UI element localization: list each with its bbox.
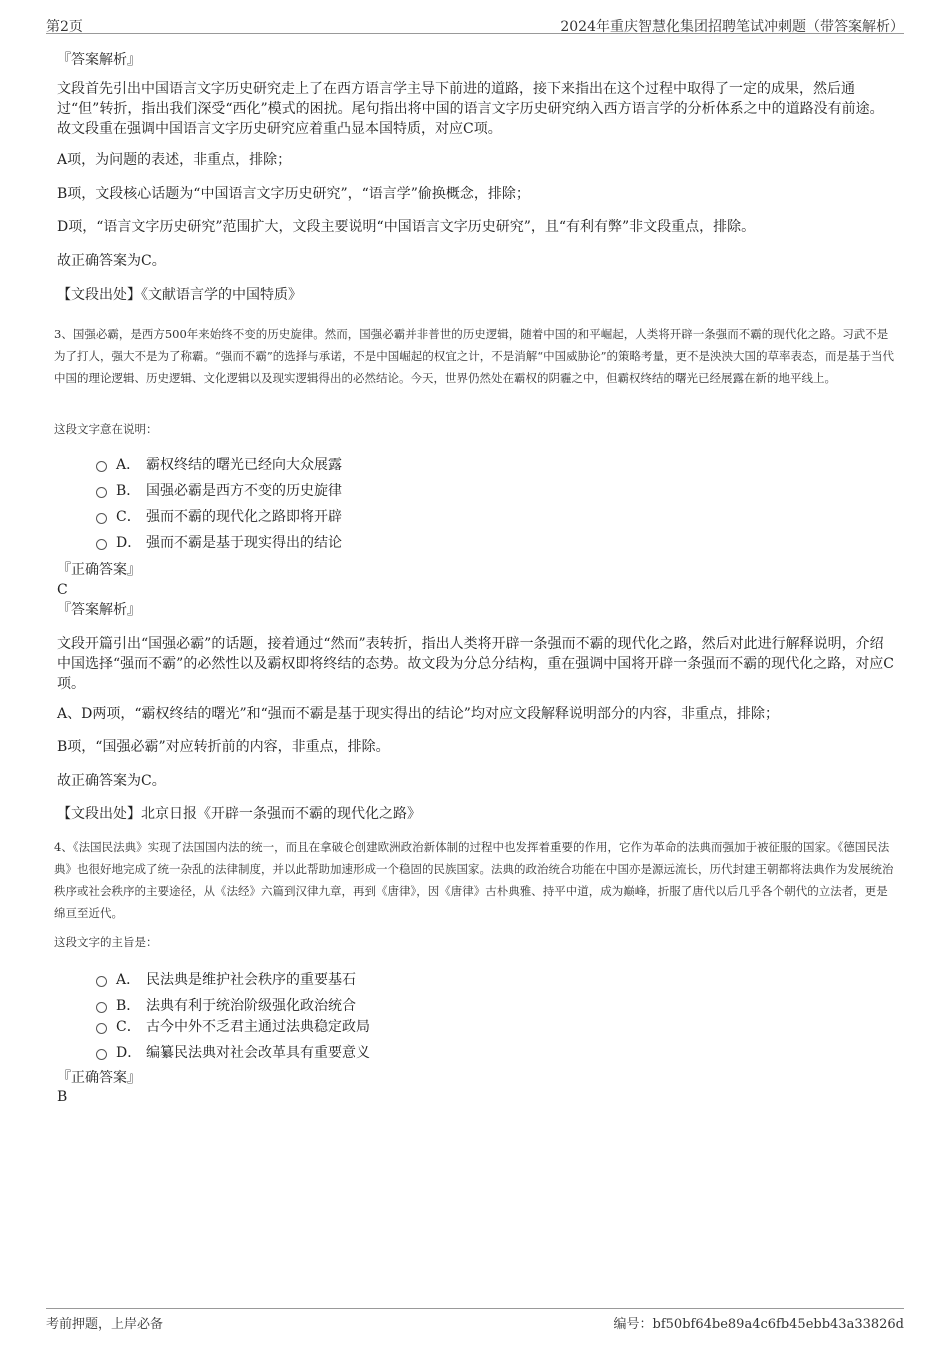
question-4-option-b[interactable]: B． 法典有利于统治阶级强化政治统合 — [96, 995, 356, 1015]
question-3-passage: 3、国强必霸，是西方500年来始终不变的历史旋律。然而，国强必霸并非普世的历史逻辑，随着中国的和平崛起，人类将开辟一条强而不霸的现代化之路。习武不是为了打人，强大不是为了称霸。“强而不霸”的选择与承诺，不是中国崛起的权宜之计，不是消解“中国威胁论”的策略考量，更不是泱泱大国的草率表态，而是基于当代中国的理论逻辑、历史逻辑、文化逻辑以及现实逻辑得出的必然结论。今天，世界仍然处在霸权的阴霾之中，但霸权终结的曙光已经展露在新的地平线上。 — [54, 327, 895, 385]
analysis-option-a: A项，为问题的表述，非重点，排除； — [57, 152, 292, 168]
passage-source: 【文段出处】北京日报《开辟一条强而不霸的现代化之路》 — [57, 806, 421, 822]
passage-source: 【文段出处】《文献语言学的中国特质》 — [57, 287, 302, 303]
correct-answer: C — [57, 582, 68, 598]
radio-icon[interactable] — [96, 513, 107, 524]
analysis-option-b: B项，文段核心话题为“中国语言文字历史研究”，“语言学”偷换概念，排除； — [57, 186, 530, 202]
analysis-text: 文段开篇引出“国强必霸”的话题，接着通过“然而”表转折，指出人类将开辟一条强而不霸的现代化之路，然后对此进行解释说明，介绍中国选择“强而不霸”的必然性以及霸权即将终结的态势。故文段为分总分结构，重在强调中国将开辟一条强而不霸的现代化之路，对应C项。 — [57, 636, 895, 692]
analysis-option-b: B项，“国强必霸”对应转折前的内容，非重点，排除。 — [57, 739, 390, 755]
analysis-label: 『答案解析』 — [57, 52, 141, 68]
answer-conclusion: 故正确答案为C。 — [57, 773, 166, 789]
question-3-option-a[interactable]: A． 霸权终结的曙光已经向大众展露 — [96, 454, 342, 474]
question-4-option-a[interactable]: A． 民法典是维护社会秩序的重要基石 — [96, 969, 356, 989]
analysis-label: 『答案解析』 — [57, 602, 141, 618]
radio-icon[interactable] — [96, 976, 107, 987]
analysis-option-d: D项，“语言文字历史研究”范围扩大，文段主要说明“中国语言文字历史研究”，且“有利有弊”非文段重点，排除。 — [57, 219, 756, 235]
question-4-passage: 4、《法国民法典》实现了法国国内法的统一，而且在拿破仑创建欧洲政治新体制的过程中也发挥着重要的作用，它作为革命的法典而强加于被征服的国家。《德国民法典》也很好地完成了统一杂乱的法律制度，并以此帮助加速形成一个稳固的民族国家。法典的政治统合功能在中国亦是源远流长，历代封建王朝都将法典作为发展统治秩序或社会秩序的主要途径，从《法经》六篇到汉律九章，再到《唐律》，因《唐律》古朴典雅、持平中道，成为巅峰，折服了唐代以后几乎各个朝代的立法者，更是绵亘至近代。 — [54, 840, 894, 920]
radio-icon[interactable] — [96, 539, 107, 550]
radio-icon[interactable] — [96, 1002, 107, 1013]
header-divider — [46, 33, 904, 34]
analysis-text: 文段首先引出中国语言文字历史研究走上了在西方语言学主导下前进的道路，接下来指出在这个过程中取得了一定的成果，然后通过“但”转折，指出我们深受“西化”模式的困扰。尾句指出将中国的语言文字历史研究纳入西方语言学的分析体系之中的道路没有前途。故文段重在强调中国语言文字历史研究应着重凸显本国特质，对应C项。 — [57, 81, 884, 137]
page-number: 第2页 — [46, 19, 83, 35]
footer-slogan: 考前押题，上岸必备 — [46, 1317, 164, 1332]
question-4-option-c[interactable]: C． 古今中外不乏君主通过法典稳定政局 — [96, 1016, 370, 1036]
footer-divider — [46, 1308, 904, 1309]
question-4-prompt: 这段文字的主旨是： — [54, 935, 158, 949]
document-title: 2024年重庆智慧化集团招聘笔试冲刺题（带答案解析） — [560, 19, 904, 35]
answer-conclusion: 故正确答案为C。 — [57, 253, 166, 269]
question-4-option-d[interactable]: D． 编纂民法典对社会改革具有重要意义 — [96, 1042, 370, 1062]
correct-answer-label: 『正确答案』 — [57, 1070, 141, 1086]
question-3-option-b[interactable]: B． 国强必霸是西方不变的历史旋律 — [96, 480, 342, 500]
question-3-option-d[interactable]: D． 强而不霸是基于现实得出的结论 — [96, 532, 342, 552]
radio-icon[interactable] — [96, 461, 107, 472]
question-3-prompt: 这段文字意在说明： — [54, 422, 158, 436]
radio-icon[interactable] — [96, 1023, 107, 1034]
correct-answer-label: 『正确答案』 — [57, 562, 141, 578]
analysis-option-ad: A、D两项，“霸权终结的曙光”和“强而不霸是基于现实得出的结论”均对应文段解释说明部分的内容，非重点，排除； — [57, 706, 779, 722]
question-3-option-c[interactable]: C． 强而不霸的现代化之路即将开辟 — [96, 506, 342, 526]
document-id: 编号：bf50bf64be89a4c6fb45ebb43a33826d — [613, 1317, 904, 1332]
radio-icon[interactable] — [96, 1049, 107, 1060]
correct-answer: B — [57, 1089, 68, 1105]
radio-icon[interactable] — [96, 487, 107, 498]
